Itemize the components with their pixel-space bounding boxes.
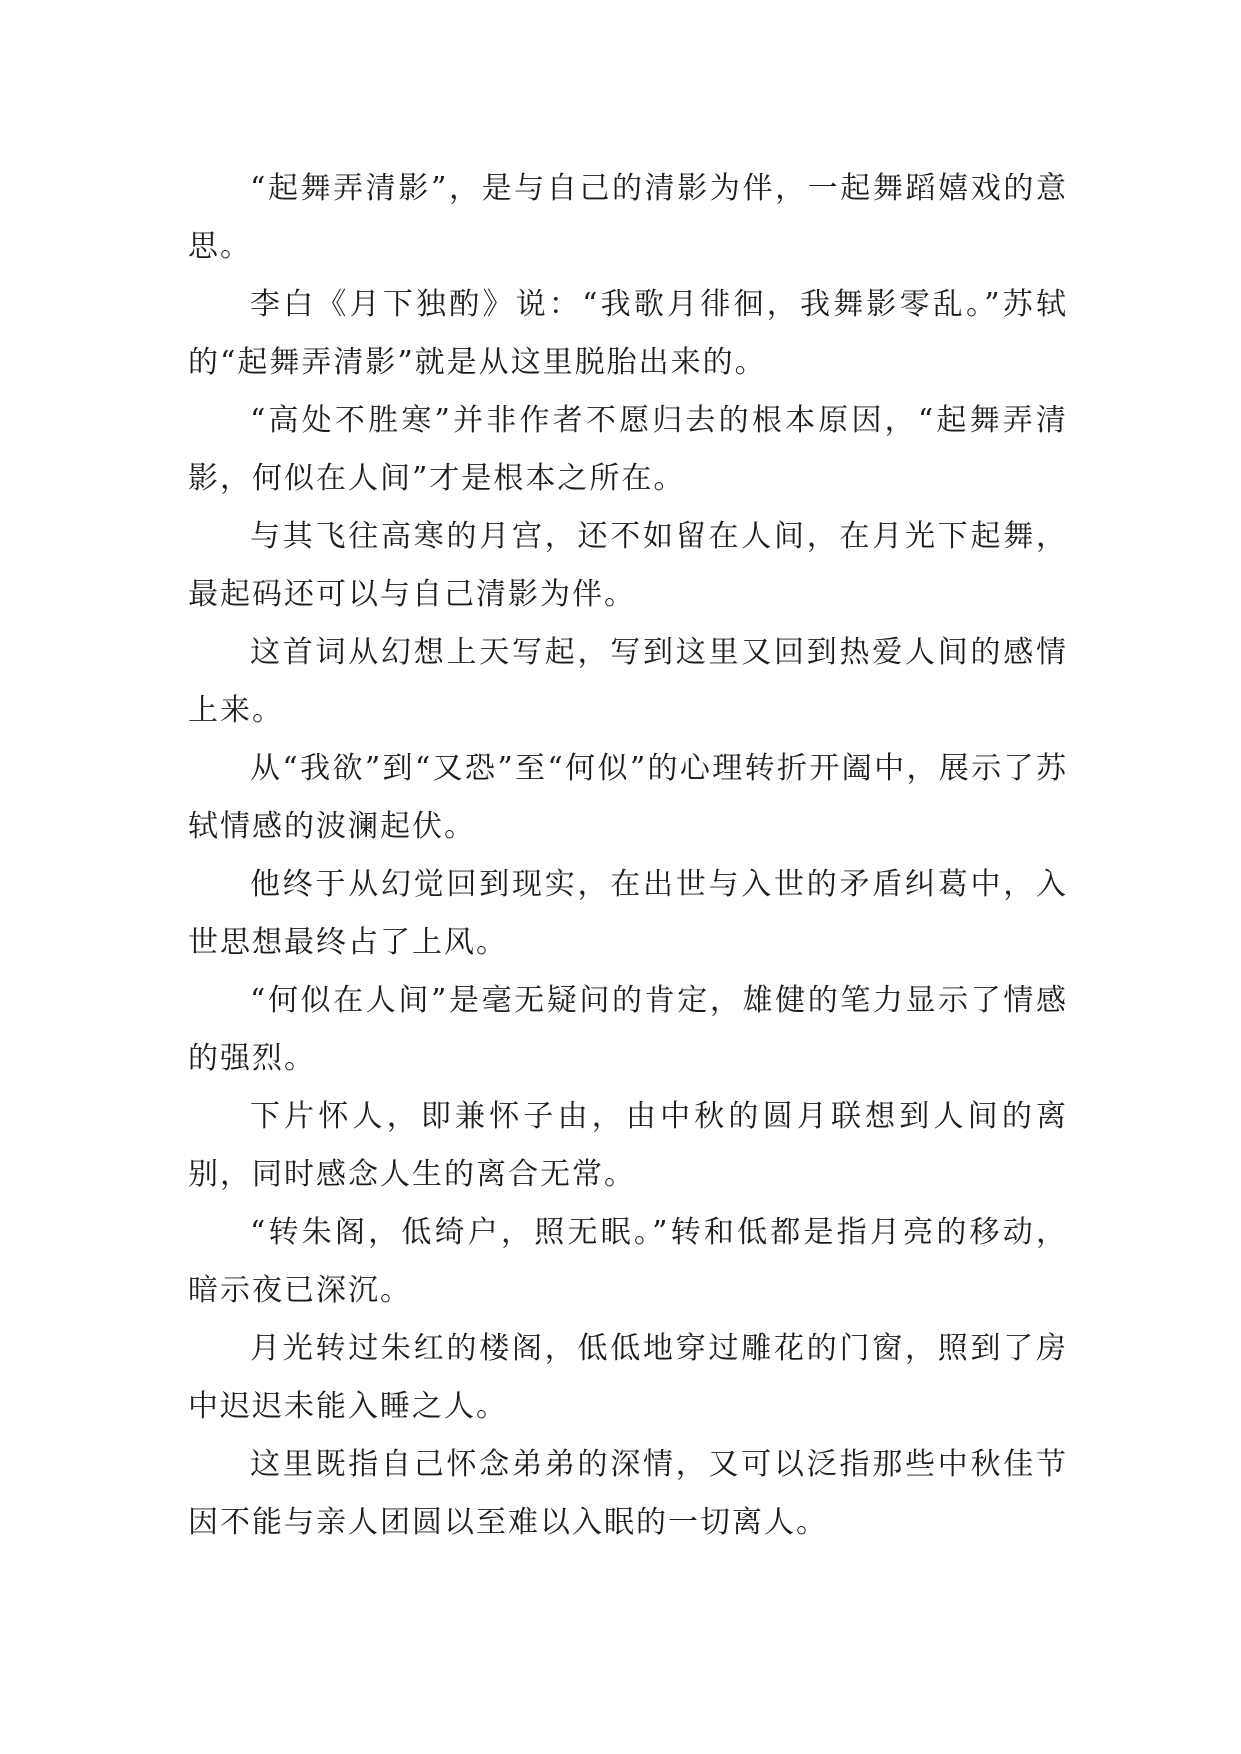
paragraph: 与其飞往高寒的月宫，还不如留在人间，在月光下起舞，最起码还可以与自己清影为伴。: [188, 519, 1068, 612]
paragraph: 月光转过朱红的楼阁，低低地穿过雕花的门窗，照到了房中迟迟未能入睡之人。: [188, 1331, 1068, 1424]
paragraph: 下片怀人，即兼怀子由，由中秋的圆月联想到人间的离别，同时感念人生的离合无常。: [188, 1099, 1068, 1192]
paragraph: “起舞弄清影”，是与自己的清影为伴，一起舞蹈嬉戏的意思。: [188, 171, 1068, 264]
paragraph: 李白《月下独酌》说：“我歌月徘徊，我舞影零乱。”苏轼的“起舞弄清影”就是从这里脱胎出来的。: [188, 287, 1068, 380]
paragraph: 他终于从幻觉回到现实，在出世与入世的矛盾纠葛中，入世思想最终占了上风。: [188, 867, 1068, 960]
paragraph: 这里既指自己怀念弟弟的深情，又可以泛指那些中秋佳节因不能与亲人团圆以至难以入眠的一切离人。: [188, 1447, 1068, 1540]
paragraph: 从“我欲”到“又恐”至“何似”的心理转折开阖中，展示了苏轼情感的波澜起伏。: [188, 751, 1068, 844]
paragraph: 这首词从幻想上天写起，写到这里又回到热爱人间的感情上来。: [188, 635, 1068, 728]
paragraph: “转朱阁，低绮户，照无眠。”转和低都是指月亮的移动，暗示夜已深沉。: [188, 1215, 1068, 1308]
document-body: [188, 160, 1068, 1552]
paragraph: “何似在人间”是毫无疑问的肯定，雄健的笔力显示了情感的强烈。: [188, 983, 1068, 1076]
paragraph: “高处不胜寒”并非作者不愿归去的根本原因，“起舞弄清影，何似在人间”才是根本之所在。: [188, 403, 1068, 496]
